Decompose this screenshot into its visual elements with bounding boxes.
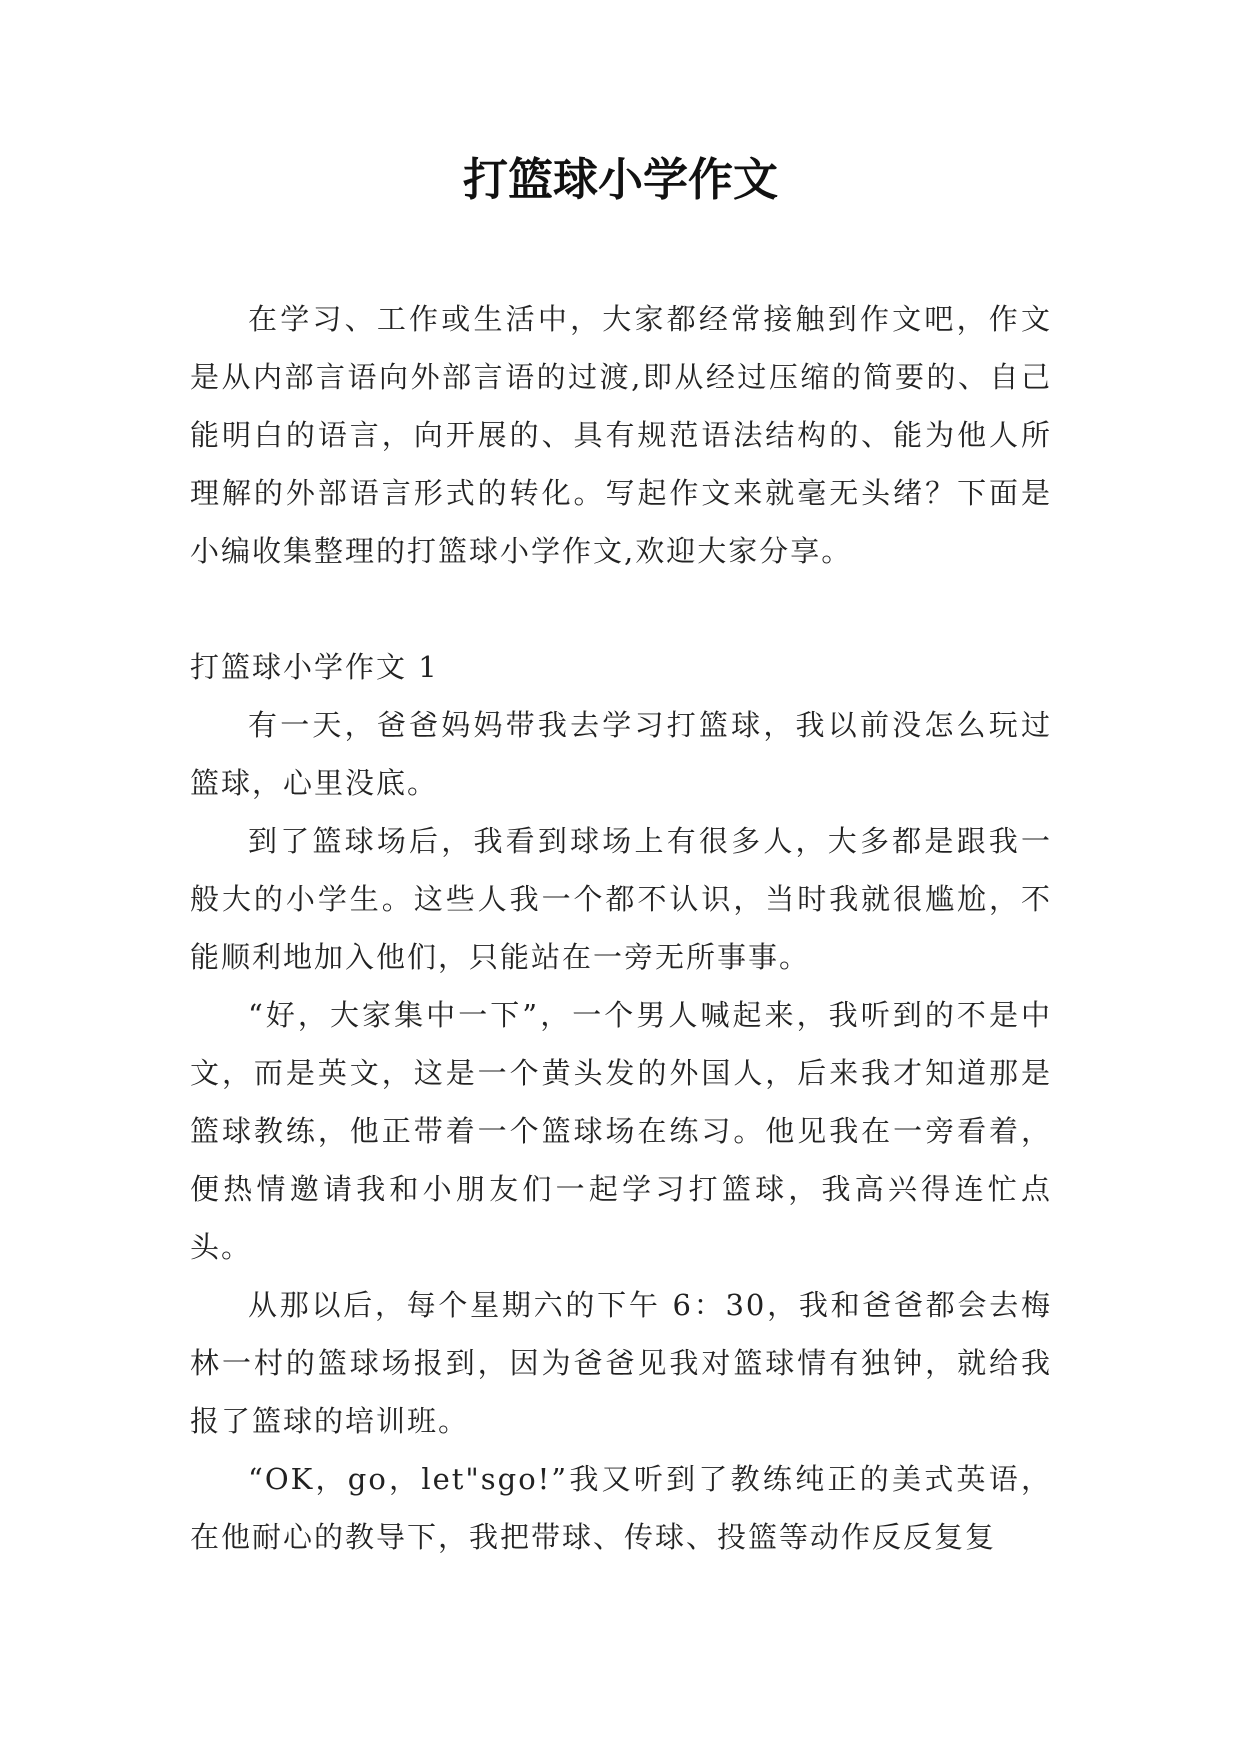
body-paragraph: “OK，go，let"sgo!”我又听到了教练纯正的美式英语，在他耐心的教导下，我把带球、传球、投篮等动作反反复复 bbox=[190, 1462, 1052, 1554]
body-paragraph: 到了篮球场后，我看到球场上有很多人，大多都是跟我一般大的小学生。这些人我一个都不认识，当时我就很尴尬，不能顺利地加入他们，只能站在一旁无所事事。 bbox=[190, 824, 1052, 974]
section-heading: 打篮球小学作文 1 bbox=[190, 650, 439, 684]
body-paragraph: 有一天，爸爸妈妈带我去学习打篮球，我以前没怎么玩过篮球，心里没底。 bbox=[190, 708, 1052, 800]
body-paragraph: “好，大家集中一下”，一个男人喊起来，我听到的不是中文，而是英文，这是一个黄头发的外国人，后来我才知道那是篮球教练，他正带着一个篮球场在练习。他见我在一旁看着，便热情邀请我和小朋友们一起学习打篮球，我高兴得连忙点头。 bbox=[190, 998, 1052, 1264]
document-title: 打篮球小学作文 bbox=[462, 153, 778, 206]
intro-paragraph: 在学习、工作或生活中，大家都经常接触到作文吧，作文是从内部言语向外部言语的过渡,即从经过压缩的简要的、自己能明白的语言，向开展的、具有规范语法结构的、能为他人所理解的外部语言形式的转化。写起作文来就毫无头绪？下面是小编收集整理的打篮球小学作文,欢迎大家分享。 bbox=[190, 302, 1052, 568]
document-body bbox=[190, 290, 1052, 1566]
body-paragraph: 从那以后，每个星期六的下午 6：30，我和爸爸都会去梅林一村的篮球场报到，因为爸爸见我对篮球情有独钟，就给我报了篮球的培训班。 bbox=[190, 1288, 1052, 1438]
